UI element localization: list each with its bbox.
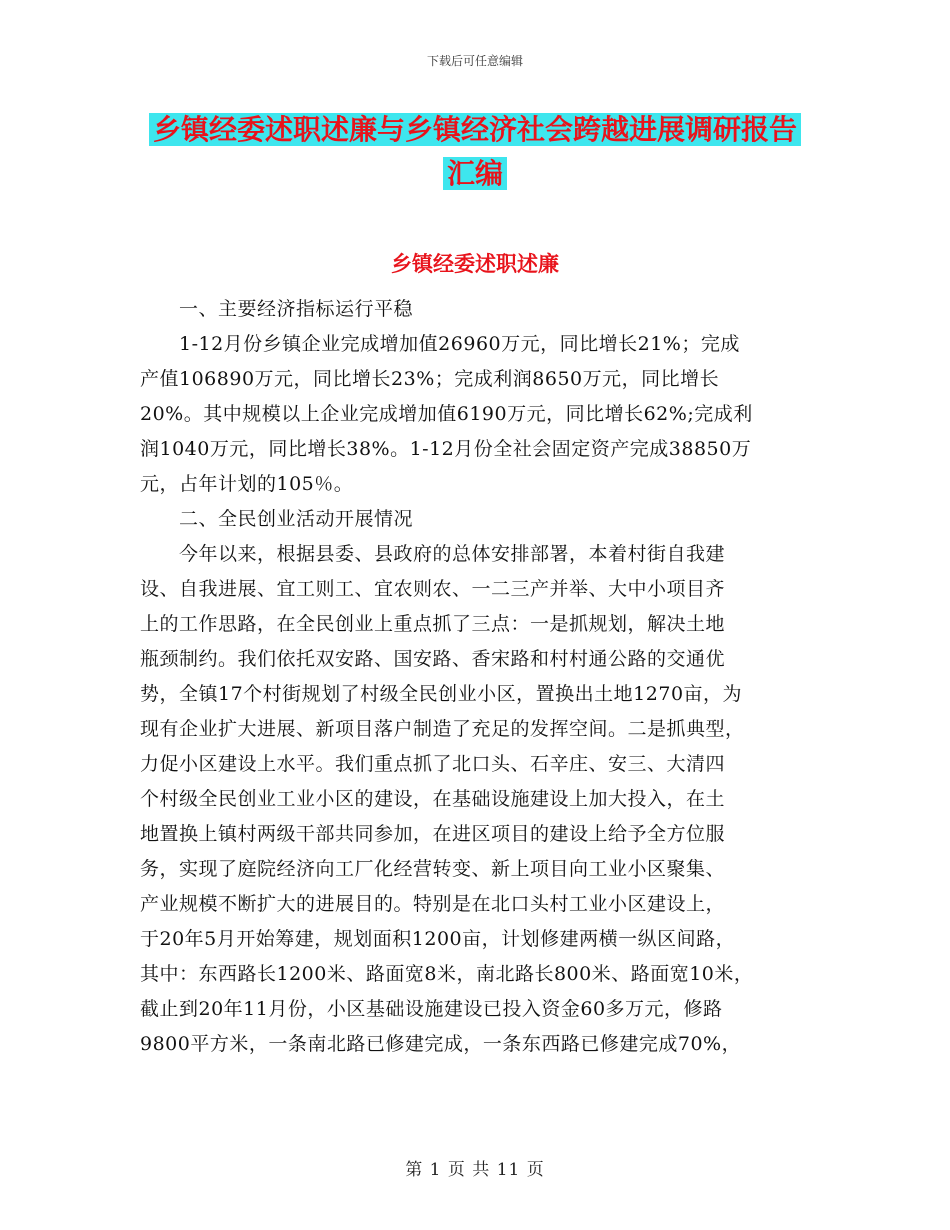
- document-title-text-2: 汇编: [443, 157, 507, 190]
- section-title: 乡镇经委述职述廉: [391, 252, 559, 276]
- document-title-line-1: [0, 110, 950, 150]
- text-line: 其中：东西路长1200米、路面宽8米，南北路长800米、路面宽10米，: [140, 963, 754, 985]
- document-title-text-1: 乡镇经委述职述廉与乡镇经济社会跨越进展调研报告: [149, 113, 801, 146]
- text-line: 元，占年计划的105％。: [140, 473, 354, 495]
- text-line: 现有企业扩大进展、新项目落户制造了充足的发挥空间。二是抓典型，: [140, 718, 745, 740]
- text-line: 产业规模不断扩大的进展目的。特别是在北口头村工业小区建设上，: [140, 893, 726, 915]
- text-line: 一、主要经济指标运行平稳: [140, 298, 414, 320]
- text-line: 20%。其中规模以上企业完成增加值6190万元，同比增长62%;完成利: [140, 403, 753, 425]
- text-line: 产值106890万元，同比增长23%；完成利润8650万元，同比增长: [140, 368, 720, 390]
- page-footer: 第 1 页 共 11 页: [405, 1160, 545, 1180]
- text-line: 地置换上镇村两级干部共同参加，在进区项目的建设上给予全方位服: [140, 823, 726, 845]
- text-line: 瓶颈制约。我们依托双安路、国安路、香宋路和村村通公路的交通优: [140, 648, 726, 670]
- text-line: 1-12月份乡镇企业完成增加值26960万元，同比增长21%；完成: [140, 333, 740, 355]
- text-line: 9800平方米，一条南北路已修建完成，一条东西路已修建完成70%，: [140, 1033, 742, 1055]
- text-line: 设、自我进展、宜工则工、宜农则农、一二三产并举、大中小项目齐: [140, 578, 726, 600]
- text-line: 个村级全民创业工业小区的建设，在基础设施建设上加大投入，在土: [140, 788, 726, 810]
- document-title-line-2: [0, 154, 950, 194]
- text-line: 于20年5月开始筹建，规划面积1200亩，计划修建两横一纵区间路，: [140, 928, 736, 950]
- text-line: 力促小区建设上水平。我们重点抓了北口头、石辛庄、安三、大清四: [140, 753, 726, 775]
- page-header: 下载后可任意编辑: [426, 54, 523, 68]
- text-line: 上的工作思路，在全民创业上重点抓了三点：一是抓规划，解决土地: [140, 613, 726, 635]
- text-line: 务，实现了庭院经济向工厂化经营转变、新上项目向工业小区聚集、: [140, 858, 726, 880]
- text-line: 二、全民创业活动开展情况: [140, 508, 414, 530]
- text-line: 今年以来，根据县委、县政府的总体安排部署，本着村街自我建: [140, 543, 726, 565]
- text-line: 截止到20年11月份，小区基础设施建设已投入资金60多万元，修路: [140, 998, 723, 1020]
- text-line: 润1040万元，同比增长38%。1-12月份全社会固定资产完成38850万: [140, 438, 752, 460]
- body-text: [140, 292, 820, 1062]
- text-line: 势，全镇17个村街规划了村级全民创业小区，置换出土地1270亩，为: [140, 683, 743, 705]
